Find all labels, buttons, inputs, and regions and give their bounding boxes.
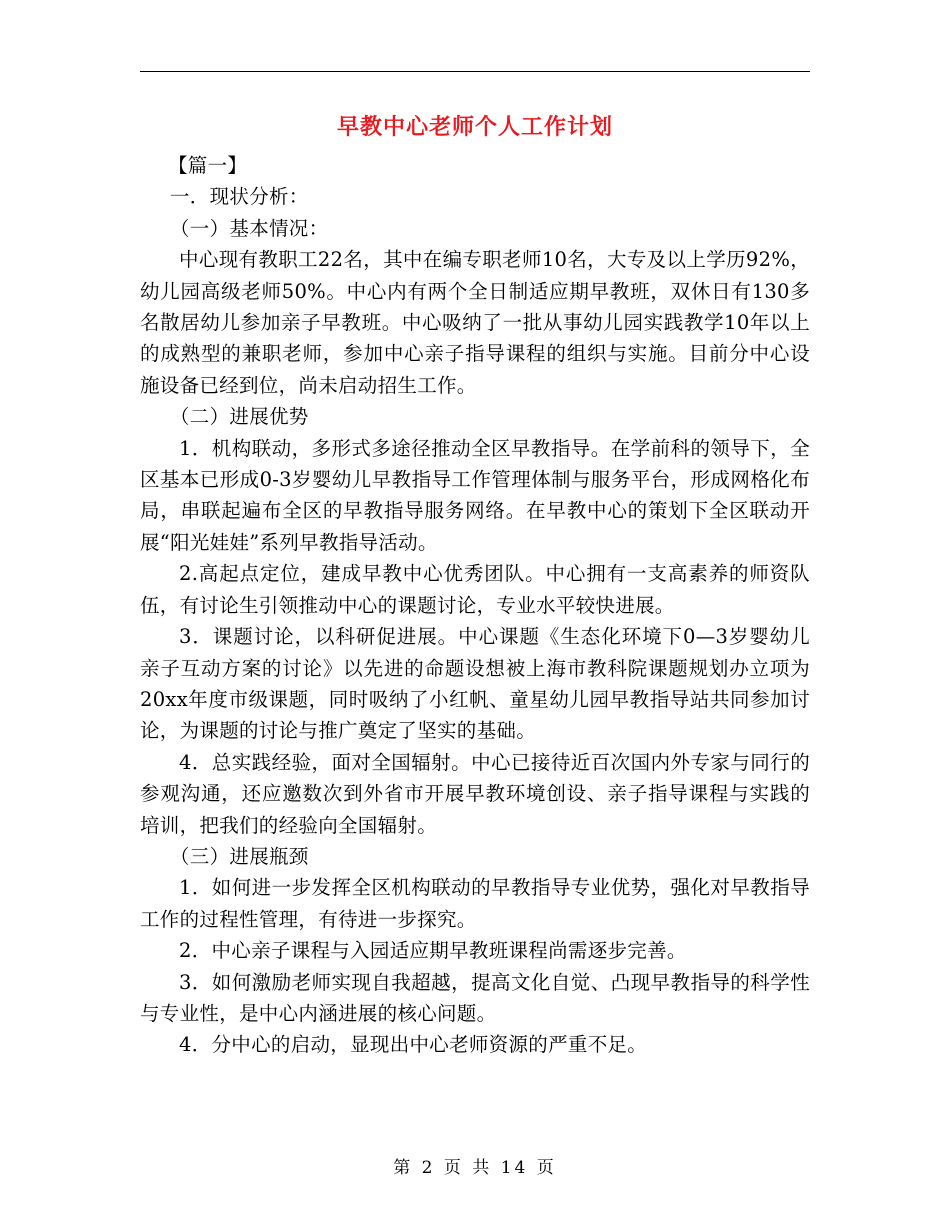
- paragraph-advantage-3: 3．课题讨论，以科研促进展。中心课题《生态化环境下0—3岁婴幼儿亲子互动方案的讨论》以先进的命题设想被上海市教科院课题规划办立项为20xx年度市级课题，同时吸纳了小红帆、童星幼儿园早教指导站共同参加讨论，为课题的讨论与推广奠定了坚实的基础。: [140, 625, 810, 743]
- paragraph-advantage-2: 2.高起点定位，建成早教中心优秀团队。中心拥有一支高素养的师资队伍，有讨论生引领推动中心的课题讨论，专业水平较快进展。: [140, 562, 810, 617]
- document-title: 早教中心老师个人工作计划: [336, 115, 613, 140]
- paragraph-bottleneck-2: 2．中心亲子课程与入园适应期早教班课程尚需逐步完善。: [179, 939, 687, 963]
- paragraph-bottleneck-4: 4．分中心的启动，显现出中心老师资源的严重不足。: [179, 1033, 648, 1057]
- chapter-label: 【篇一】: [168, 154, 248, 177]
- header-rule: [140, 71, 810, 72]
- section-heading: 一．现状分析：: [170, 185, 309, 209]
- paragraph-advantage-1: 1．机构联动，多形式多途径推动全区早教指导。在学前科的领导下，全区基本已形成0-3岁婴幼儿早教指导工作管理体制与服务平台，形成网格化布局，串联起遍布全区的早教指导服务网络。在早教中心的策划下全区联动开展“阳光娃娃”系列早教指导活动。: [140, 436, 810, 554]
- paragraph-bottleneck-3: 3．如何激励老师实现自我超越，提高文化自觉、凸现早教指导的科学性与专业性，是中心内涵进展的核心问题。: [140, 970, 810, 1025]
- paragraph-bottleneck-1: 1．如何进一步发挥全区机构联动的早教指导专业优势，强化对早教指导工作的过程性管理，有待进一步探究。: [140, 876, 810, 931]
- page-number: 第 2 页 共 14 页: [393, 1158, 557, 1178]
- paragraph-basic-situation: 中心现有教职工22名，其中在编专职老师10名，大专及以上学历92%，幼儿园高级老师50%。中心内有两个全日制适应期早教班，双休日有130多名散居幼儿参加亲子早教班。中心吸纳了一批从事幼儿园实践教学10年以上的成熟型的兼职老师，参加中心亲子指导课程的组织与实施。目前分中心设施设备已经到位，尚未启动招生工作。: [140, 248, 810, 397]
- subsection-heading-basic: （一）基本情况：: [170, 216, 329, 240]
- subsection-heading-advantages: （二）进展优势: [170, 405, 309, 429]
- paragraph-advantage-4: 4．总实践经验，面对全国辐射。中心已接待近百次国内外专家与同行的参观沟通，还应邀数次到外省市开展早教环境创设、亲子指导课程与实践的培训，把我们的经验向全国辐射。: [140, 750, 810, 837]
- document-body: [140, 150, 810, 1061]
- subsection-heading-bottlenecks: （三）进展瓶颈: [170, 844, 309, 868]
